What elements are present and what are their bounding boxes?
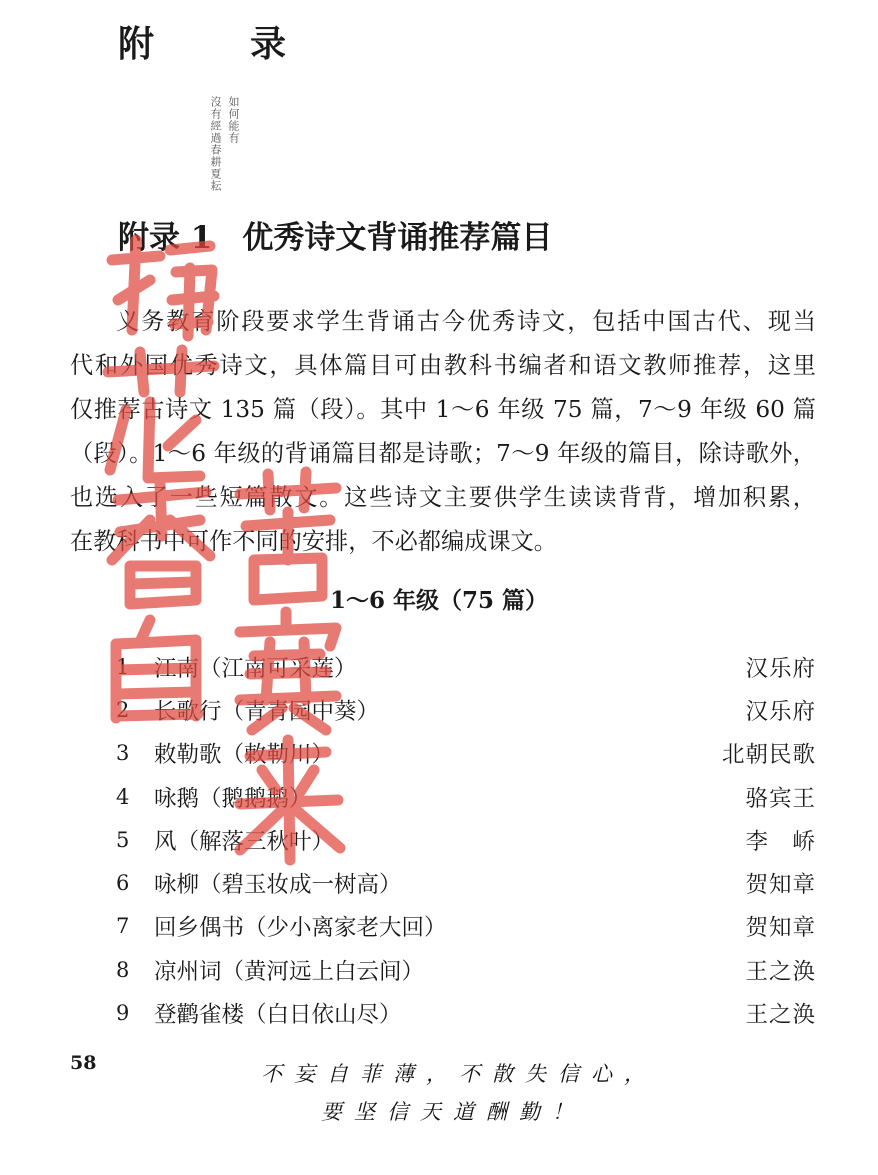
list-item [116, 905, 816, 948]
poem-author: 王之涣 [745, 958, 816, 985]
page-title: 附 录 [118, 23, 317, 65]
poem-title: 咏鹅（鹅鹅鹅） [154, 785, 312, 812]
intro-line: 义务教育阶段要求学生背诵古今优秀诗文，包括中国古代、现当 [116, 308, 816, 335]
poem-title: 回乡偶书（少小离家老大回） [154, 915, 447, 942]
intro-line: 在教科书中可作不同的安排，不必都编成课文。 [70, 528, 557, 555]
poem-author: 汉乐府 [745, 698, 816, 725]
poem-author: 北朝民歌 [721, 742, 816, 769]
list-item [116, 861, 816, 904]
grade-heading: 1～6 年级（75 篇） [329, 587, 549, 614]
list-item [116, 732, 816, 775]
poem-author: 贺知章 [745, 872, 816, 899]
section-number: 附录 1 [118, 220, 213, 256]
intro-paragraph [70, 300, 816, 564]
margin-note-col2: 沒有經過春耕夏耘 [209, 96, 222, 192]
poem-number: 7 [116, 914, 130, 939]
poem-number: 9 [116, 1001, 130, 1026]
poem-number: 1 [116, 654, 130, 679]
poem-list [116, 645, 816, 1035]
list-item [116, 688, 816, 731]
poem-number: 5 [116, 827, 130, 852]
poem-title: 凉州词（黄河远上白云间） [154, 958, 425, 985]
margin-note [68, 96, 240, 192]
poem-number: 6 [116, 871, 130, 896]
poem-number: 2 [116, 697, 130, 722]
poem-author: 贺知章 [745, 915, 816, 942]
page-number: 58 [70, 1052, 97, 1074]
poem-title: 长歌行（青青园中葵） [154, 698, 380, 725]
poem-number: 4 [116, 784, 130, 809]
intro-line: 代和外国优秀诗文，具体篇目可由教科书编者和语文教师推荐，这里 [70, 352, 816, 379]
poem-number: 3 [116, 741, 130, 766]
list-item [116, 991, 816, 1034]
poem-title: 敕勒歌（敕勒川） [154, 742, 335, 769]
poem-title: 登鹳雀楼（白日依山尽） [154, 1002, 402, 1029]
intro-line: 也选入了一些短篇散文。这些诗文主要供学生读读背背，增加积累， [70, 484, 816, 511]
poem-title: 江南（江南可采莲） [154, 655, 357, 682]
intro-line: （段）。1～6 年级的背诵篇目都是诗歌；7～9 年级的篇目，除诗歌外， [70, 440, 816, 467]
section-title [118, 212, 552, 257]
poem-number: 8 [116, 957, 130, 982]
list-item [116, 818, 816, 861]
poem-author: 王之涣 [745, 1002, 816, 1029]
list-item [116, 645, 816, 688]
poem-title: 咏柳（碧玉妆成一树高） [154, 872, 402, 899]
poem-author: 骆宾王 [745, 785, 816, 812]
motto-line-1: 不妄自菲薄，不散失信心， [261, 1062, 657, 1086]
intro-line: 仅推荐古诗文 135 篇（段）。其中 1～6 年级 75 篇，7～9 年级 60 篇 [70, 396, 816, 423]
list-item [116, 948, 816, 991]
poem-title: 风（解落三秋叶） [154, 828, 335, 855]
margin-note-col1: 如何能有 [227, 96, 240, 144]
motto-line-2: 要坚信天道酬勤！ [321, 1100, 585, 1124]
poem-author: 李 峤 [745, 828, 816, 855]
section-title-text: 优秀诗文背诵推荐篇目 [242, 220, 553, 256]
poem-author: 汉乐府 [745, 655, 816, 682]
list-item [116, 775, 816, 818]
